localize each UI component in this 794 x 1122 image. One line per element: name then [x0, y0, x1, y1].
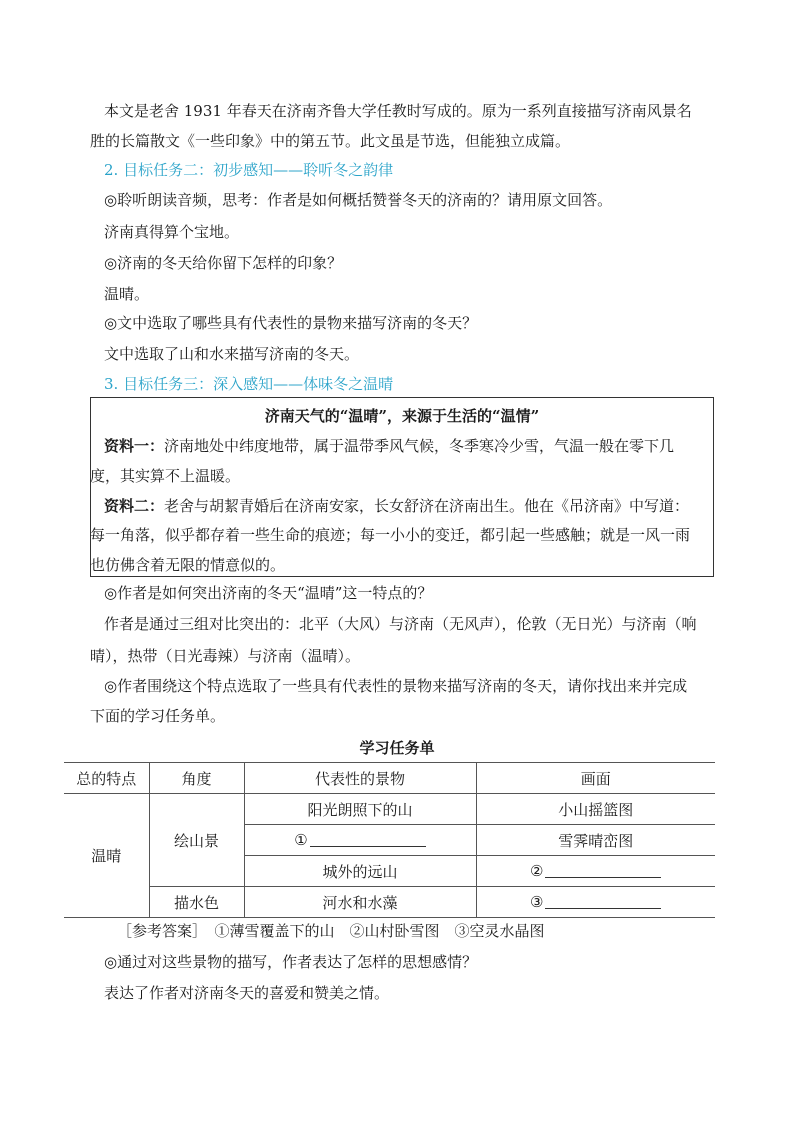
answer-2: 温晴。 [104, 285, 150, 303]
intro-line-1: 本文是老舍 1931 年春天在济南齐鲁大学任教时写成的。原为一系列直接描写济南风景名 [104, 102, 692, 120]
question-5-line-1: ◎作者围绕这个特点选取了一些具有代表性的景物来描写济南的冬天，请你找出来并完成 [104, 677, 688, 695]
blank-3-line [545, 894, 661, 909]
blank-2-line [545, 863, 661, 878]
cell-picture: 小山摇篮图 [476, 794, 715, 825]
answer-3: 文中选取了山和水来描写济南的冬天。 [104, 345, 360, 363]
table-header-row [64, 763, 715, 794]
material-2-line-2: 每一角落，似乎都存着一些生命的痕迹；每一小小的变迁，都引起一些感触；就是一风一雨 [90, 526, 691, 544]
cell-feature: 温晴 [64, 794, 149, 918]
task-sheet-title: 学习任务单 [359, 739, 435, 757]
material-1-label: 资料一： [104, 437, 165, 455]
task-sheet-table [64, 762, 715, 918]
intro-line-2: 胜的长篇散文《一些印象》中的第五节。此文虽是节选，但能独立成篇。 [90, 132, 571, 150]
header-feature: 总的特点 [64, 763, 149, 794]
question-4: ◎作者是如何突出济南的冬天“温晴”这一特点的？ [104, 584, 433, 602]
question-6: ◎通过对这些景物的描写，作者表达了怎样的思想感情？ [104, 953, 478, 971]
blank-2-number: ② [530, 862, 544, 880]
material-2-text: 老舍与胡絜青婚后在济南安家，长女舒济在济南出生。他在《吊济南》中写道： [164, 497, 690, 515]
cell-angle-mountain: 绘山景 [149, 794, 244, 887]
question-1: ◎聆听朗读音频，思考：作者是如何概括赞誉冬天的济南的？请用原文回答。 [104, 191, 613, 209]
material-2-line-1 [104, 496, 689, 516]
cell-scene: 河水和水藻 [244, 887, 476, 918]
task3-heading: 3. 目标任务三：深入感知——体味冬之温晴 [104, 375, 394, 393]
answer-6: 表达了作者对济南冬天的喜爱和赞美之情。 [104, 984, 390, 1002]
blank-1-number: ① [294, 831, 308, 849]
material-1-line-2: 度，其实算不上温暖。 [90, 467, 241, 485]
material-2-label: 资料二： [104, 497, 165, 515]
cell-picture-blank [476, 887, 715, 918]
cell-angle-water: 描水色 [149, 887, 244, 918]
table-row [64, 887, 715, 918]
header-picture: 画面 [476, 763, 715, 794]
blank-3-number: ③ [530, 893, 544, 911]
material-box [90, 397, 714, 577]
answer-4-line-1: 作者是通过三组对比突出的：北平（大风）与济南（无风声），伦敦（无日光）与济南（响 [104, 615, 697, 633]
material-1-line-1 [104, 436, 674, 456]
cell-scene-blank [244, 825, 476, 856]
reference-answer: ［参考答案］ ①薄雪覆盖下的山 ②山村卧雪图 ③空灵水晶图 [117, 922, 545, 940]
material-2-line-3: 也仿佛含着无限的情意似的。 [90, 556, 286, 574]
cell-picture: 雪霁晴峦图 [476, 825, 715, 856]
answer-1: 济南真得算个宝地。 [104, 223, 240, 241]
question-5-line-2: 下面的学习任务单。 [90, 707, 226, 725]
task2-heading: 2. 目标任务二：初步感知——聆听冬之韵律 [104, 161, 394, 179]
header-angle: 角度 [149, 763, 244, 794]
cell-picture-blank [476, 856, 715, 887]
answer-4-line-2: 晴），热带（日光毒辣）与济南（温晴）。 [90, 647, 361, 665]
material-box-title: 济南天气的“温晴”，来源于生活的“温情” [264, 407, 540, 425]
question-3: ◎文中选取了哪些具有代表性的景物来描写济南的冬天？ [104, 314, 478, 332]
table-row [64, 794, 715, 825]
blank-1-line [310, 832, 426, 847]
header-scene: 代表性的景物 [244, 763, 476, 794]
cell-scene: 城外的远山 [244, 856, 476, 887]
cell-scene: 阳光朗照下的山 [244, 794, 476, 825]
material-1-text: 济南地处中纬度地带，属于温带季风气候，冬季寒冷少雪，气温一般在零下几 [164, 437, 675, 455]
question-2: ◎济南的冬天给你留下怎样的印象？ [104, 254, 343, 272]
